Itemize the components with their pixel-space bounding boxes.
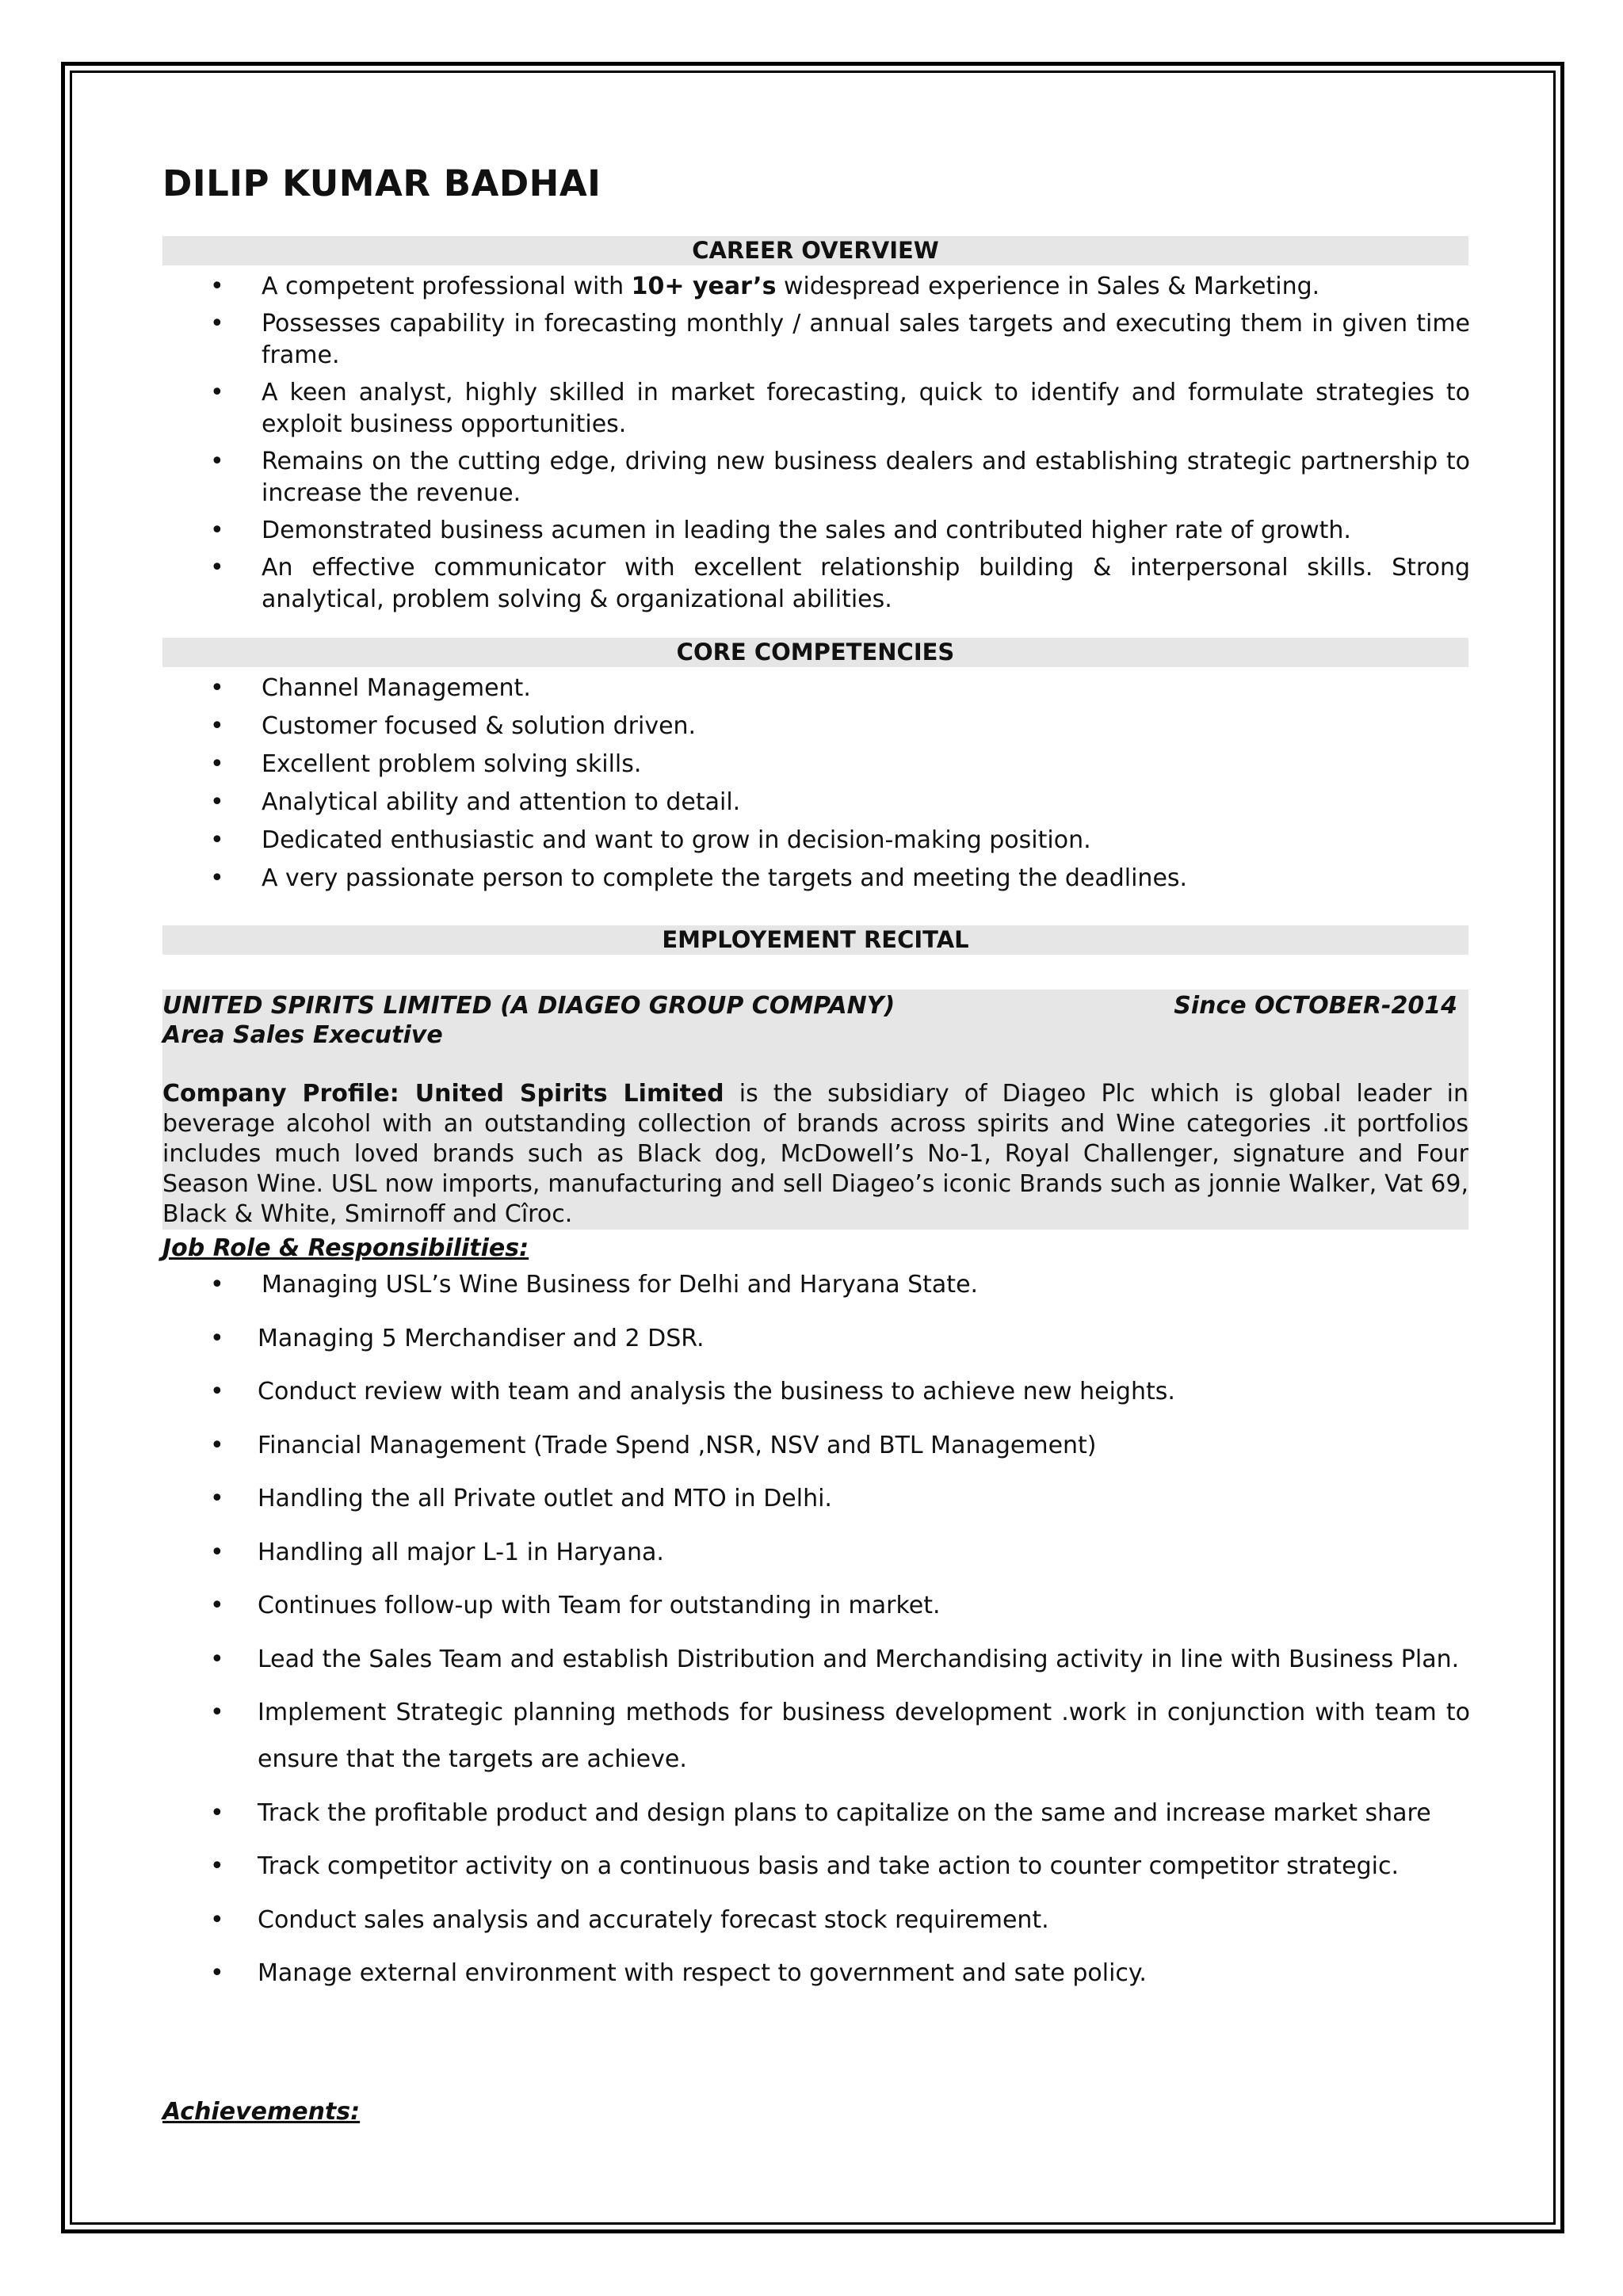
- list-item: • Track the profitable product and design plans to capitalize on the same and increase market share: [162, 1790, 1470, 1836]
- responsibilities-list: [162, 1261, 1470, 2004]
- list-item: • Handling all major L-1 in Haryana.: [162, 1529, 1470, 1576]
- list-item: • Remains on the cutting edge, driving new business dealers and establishing strategic partnership to increase the revenue.: [162, 446, 1470, 509]
- career-overview-list: [162, 271, 1470, 621]
- list-item: • Track competitor activity on a continuous basis and take action to counter competitor strategic.: [162, 1843, 1470, 1890]
- company-profile-label: Company Profile: United Spirits Limited: [162, 1080, 724, 1108]
- career-overview-heading: CAREER OVERVIEW: [162, 236, 1468, 265]
- list-item: • A very passionate person to complete the targets and meeting the deadlines.: [162, 863, 1470, 894]
- candidate-name: DILIP KUMAR BADHAI: [162, 162, 601, 204]
- list-item: • Managing USL’s Wine Business for Delhi and Haryana State.: [162, 1261, 1470, 1308]
- company-profile-text: is the subsidiary of Diageo Plc which is global leader in beverage alcohol with an outstanding collection of brands across spirits and Wine categories .it portfolios includes much loved brands such as Black dog, McDowell’s No-1, Royal Challenger, signature and Four Season Wine. USL now imports, manufacturing and sell Diageo’s iconic Brands such as jonnie Walker, Vat 69, Black & White, Smirnoff and Cîroc.: [162, 1080, 1468, 1228]
- list-item: • Implement Strategic planning methods for business development .work in conjunction with team to ensure that the targets are achieve.: [162, 1689, 1470, 1783]
- list-item: • A competent professional with 10+ year’s widespread experience in Sales & Marketing.: [162, 271, 1470, 303]
- list-item: • Managing 5 Merchandiser and 2 DSR.: [162, 1315, 1470, 1362]
- company-profile: [162, 1079, 1468, 1230]
- core-competencies-list: [162, 673, 1470, 901]
- list-item: • A keen analyst, highly skilled in market forecasting, quick to identify and formulate strategies to exploit business opportunities.: [162, 377, 1470, 441]
- job-title: Area Sales Executive: [162, 1021, 443, 1049]
- list-item: • Dedicated enthusiastic and want to grow in decision-making position.: [162, 825, 1470, 856]
- list-item: • An effective communicator with excellent relationship building & interpersonal skills. Strong analytical, problem solving & organizational abilities.: [162, 552, 1470, 616]
- company-line: [162, 991, 1468, 1021]
- list-item: • Excellent problem solving skills.: [162, 749, 1470, 780]
- employment-heading: EMPLOYEMENT RECITAL: [162, 925, 1468, 955]
- list-item: • Analytical ability and attention to detail.: [162, 787, 1470, 818]
- list-item: • Lead the Sales Team and establish Distribution and Merchandising activity in line with Business Plan.: [162, 1636, 1470, 1683]
- list-item: • Manage external environment with respect to government and sate policy.: [162, 1950, 1470, 1997]
- list-item: • Continues follow-up with Team for outstanding in market.: [162, 1582, 1470, 1629]
- responsibilities-heading: Job Role & Responsibilities:: [162, 1234, 529, 1262]
- list-item: • Handling the all Private outlet and MTO in Delhi.: [162, 1475, 1470, 1522]
- list-item: • Possesses capability in forecasting monthly / annual sales targets and executing them in given time frame.: [162, 308, 1470, 372]
- list-item: • Financial Management (Trade Spend ,NSR, NSV and BTL Management): [162, 1422, 1470, 1469]
- list-item: • Conduct review with team and analysis the business to achieve new heights.: [162, 1368, 1470, 1415]
- list-item: • Conduct sales analysis and accurately forecast stock requirement.: [162, 1897, 1470, 1943]
- list-item: • Demonstrated business acumen in leading the sales and contributed higher rate of growth.: [162, 515, 1470, 547]
- employment-since: Since OCTOBER-2014: [1174, 992, 1457, 1020]
- list-item: • Customer focused & solution driven.: [162, 711, 1470, 742]
- list-item: • Channel Management.: [162, 673, 1470, 704]
- core-competencies-heading: CORE COMPETENCIES: [162, 638, 1468, 667]
- company-name: UNITED SPIRITS LIMITED (A DIAGEO GROUP COMPANY): [162, 992, 896, 1020]
- achievements-heading: Achievements:: [162, 2098, 361, 2126]
